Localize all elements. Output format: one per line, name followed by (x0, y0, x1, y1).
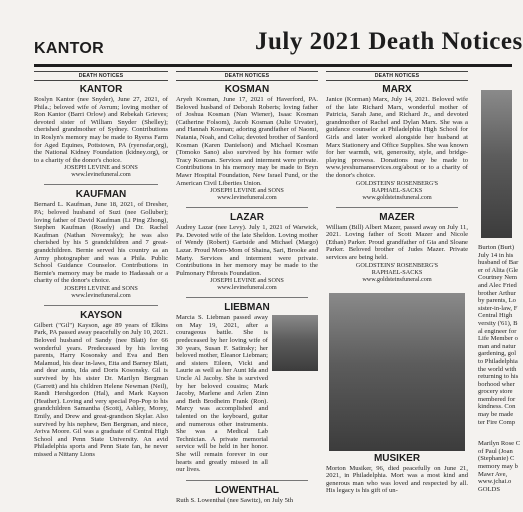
funeral-home: GOLDSTEINS' ROSENBERG'S (355, 261, 439, 269)
header-rule (34, 64, 512, 67)
notice-name: KAYSON (80, 309, 122, 321)
funeral-home-line-2: RAPHAEL-SACKS (371, 186, 423, 194)
column-header: DEATH NOTICES (176, 71, 318, 81)
funeral-home: JOSEPH LEVINE and SONS (64, 164, 138, 172)
notice-line: kindness. Con (478, 403, 516, 411)
notice-line: al engineer for (478, 327, 517, 335)
notice-text: Marcia S. Liebman passed away on May 19, 2021, after a courageous battle. She is predeceased by her loving wife of 30 years, Susan F. Satinsky; her beloved mother, Eleanor Liebman; and sisters Eileen, Vicki and Laurie as well as her Aunt Ida and Uncle Al Jacoby. She is survived by her beloved cousins; Mark Jacoby, Marlene and Arlen Zinn and Beth Brodheim Frank (Ron). Marcy was accomplished and talented on the keyboard, guitar and numerous other instruments. She was a Medical Lab Technician. A private memorial service will be held in her honor. She will remain forever in our hearts and greatly missed in all our lives. (176, 314, 268, 474)
funeral-home-line-2: RAPHAEL-SACKS (371, 268, 423, 276)
notice-line: may be made (478, 411, 514, 419)
divider (186, 480, 308, 481)
notice-line: Burton (Burt) (478, 244, 515, 251)
notice-line: (Stephanie) C (478, 455, 515, 463)
notice-line: borhood wher (478, 380, 515, 388)
notice-name: MUSIKER (373, 452, 421, 464)
notice-text: William (Bill) Albert Mazer, passed away on July 11, 2021. Loving father of Scott Mazer and Nicole (Ethan) Parker. Proud grandfather of Gia and Sloane Parker. Beloved brother of Judes Mazer. Private services are being held. (326, 223, 468, 261)
notice-line: www.jchai.o (478, 478, 512, 486)
funeral-website: www.levinefuneral.com (217, 194, 277, 202)
column-1 (34, 71, 168, 512)
divider (44, 305, 158, 306)
funeral-home: JOSEPH LEVINE and SONS (210, 277, 284, 285)
column-2 (176, 71, 318, 512)
notice-text: Ruth S. Lowenthal (nee Sawitz), on July 5th (176, 496, 294, 504)
notice-text: Gilbert ("Gil") Kayson, age 89 years of Elkins Park, PA passed away peacefully on July 10, 2021. Beloved husband of Sandy (nee Blatt) for 66 wonderful years. Predeceased by his loving parents, Harry Kosonsky and Eva and Ben Malamud, his dear in-laws, Etta and Barney Blatt, and dear aunts, Ida and Doris Kosonsky. Gil is survived by his sister Dr. Marilyn Bergman (Garrett) and his children Helene Newman (Neil), Randi Hershgordon (Hal), and Mark Kayson (Heather). Loving and very special Pop-Pop to his grandchildren Samantha (Scott), Ashley, Morey, Emily, and Drew and great-grandson Skylar. Also survived by his nephew, Ben Bergman, and niece, Aviva Moore. Gil was a graduate of Central High School and Penn State University. An avid Philadelphia sports and Penn State fan, he never missed a Nittany Lions (34, 321, 168, 458)
notice-line: Marilyn Rose C (478, 440, 521, 448)
notice-line: ter Fire Comp (478, 418, 515, 426)
notice-line: membered for (478, 395, 516, 403)
notice-line: grocery store (478, 388, 513, 396)
funeral-website: www.levinefuneral.com (71, 171, 131, 179)
notice-line: to Philadelphia (478, 357, 518, 365)
notice-line: Mawr Ave, (478, 470, 508, 478)
portrait-photo (272, 315, 318, 371)
notice-name: KANTOR (79, 84, 123, 95)
notice-text: Roslyn Kantor (nee Snyder), June 27, 2021, of Phila.; beloved wife of Avrum; loving mother of Ron Kantor (Barri Orlow) and Rebekah Grieves; devoted sister of William Snyder (Shelley); cherished grandmother of Sydney. Contributions in Roslyn's memory may be made to Ryerss Farm for Aged Equines, Pottstown, PA (ryerssfar,org), the National Kidney Foundation (kidney.org), or to a charity of the donor's choice. (34, 96, 168, 164)
notice-line: husband of Bar (478, 259, 519, 267)
notice-line: brother Arthur (478, 289, 516, 297)
notice-line: GOLDS (478, 485, 500, 493)
notice-line: Courtney Nem (478, 274, 518, 282)
notice-name: LIEBMAN (224, 302, 270, 314)
notice-line: the world with (478, 365, 517, 373)
notice-name: MARX (382, 84, 412, 95)
funeral-website: www.levinefuneral.com (71, 291, 131, 299)
notice-line: Central High (478, 312, 513, 320)
notice-line: Life Member o (478, 335, 518, 343)
divider (186, 297, 308, 298)
column-header: DEATH NOTICES (326, 71, 468, 81)
notice-name: LAZAR (230, 212, 264, 224)
notice-line: by parents, Lo (478, 297, 516, 305)
section-label: KANTOR (34, 40, 104, 57)
column-header: DEATH NOTICES (34, 71, 168, 81)
notice-name: KOSMAN (224, 84, 270, 95)
notice-text: Bernard L. Kaufman, June 18, 2021, of Dresher, PA; beloved husband of Suzi (nee Golluber); loving father of David Kaufman (Li Ping Zhong), Stephen Kaufman (Rosely) and Dr. Rachel Kaufman (Nathan Novemsky); he was also cherished by his 5 grandchildren and 7 great-grandchildren. Bernie served his country as an Army photographer and was a Phila. Public School Guidance Counselor. Contributions in Bernie's memory may be made to Hadassah or a charity of the donor's choice. (34, 201, 168, 285)
portrait-photo (329, 293, 465, 451)
notice-line: sister-in-law, F (478, 304, 518, 312)
notice-text: Morton Musiker, 96, died peacefully on June 21, 2021, in Philadelphia. Mort was a most kind and generous man who was loved and respected by all. His legacy is his gift of un- (326, 464, 468, 495)
column-4 (478, 244, 521, 512)
notice-text: Audrey Lazar (nee Levy). July 1, 2021 of Warwick, Pa. Devoted wife of the late Sheldon. Loving mother of Wendy (Robert) Gartside and Michael (Margo) Lazar. Proud Mom-Mom of Shaina, Sari, Brooke and Marty. Services and interment were private. Contributions in her memory may be made to the Pulmonary Fibrosis Foundation. (176, 224, 318, 277)
funeral-website: www.goldsteinsfuneral.com (362, 275, 432, 283)
funeral-home: JOSEPH LEVINE and SONS (210, 187, 284, 195)
funeral-home: GOLDSTEINS' ROSENBERG'S (355, 179, 439, 187)
notice-name: LOWENTHAL (215, 484, 279, 496)
notice-line: of Paul (Joan (478, 447, 513, 455)
funeral-website: www.levinefuneral.com (217, 284, 277, 292)
notice-text: Janice (Korman) Marx, July 14, 2021. Beloved wife of the late Richard Marx, wonderful mother of Patricia, Sarah Jane, and Richard Jr., and devoted grandmother of Rachel and Dylan Marx. She was a guidance counselor at Philadelphia High School for Girls and later worked alongside her husband at Marx Stationery and Office Supplies. She was known for her warmth, wit, generosity, style, and bridge-playing prowess. Donations may be made to www.jevshumanservices.org/about or to a charity of the donor's choice. (326, 96, 468, 179)
notice-line: returning to his (478, 373, 519, 381)
column-3 (326, 71, 468, 512)
funeral-home: JOSEPH LEVINE and SONS (64, 284, 138, 292)
funeral-website: www.goldsteinsfuneral.com (362, 193, 432, 201)
portrait-photo (481, 90, 512, 238)
notice-line: gardening, gol (478, 350, 517, 358)
notice-line: July 14 in his (478, 251, 514, 259)
page-title: July 2021 Death Notices (255, 28, 523, 55)
notice-text: Aryeh Kosman, June 17, 2021 of Haverford, PA. Beloved husband of Deborah Roberts; loving father of Joshua Kosman (Nan Wiener), Isaac Kosman (Catherine Folsom), Jacob Kosman (Julie Urvater), and Hannah Kosman; adoring grandfather of Naomi, Natania, Noah, and Celia; devoted brother of Sanford Kosman (Karen Danielson) and Michael Kosman (Tomoko Sano) also survived by his former wife Tracy Kosman. Services and interment were private. Contributions in his memory may be made to Bryn Mawr Hospital Foundation, New Israel Fund, or the American Civil Liberties Union. (176, 96, 318, 187)
notice-line: er of Alita (Gle (478, 266, 519, 274)
divider (186, 207, 308, 208)
notice-name: KAUFMAN (75, 189, 127, 201)
divider (44, 184, 158, 185)
notice-name: MAZER (379, 211, 415, 223)
notice-line: versity ('61), B (478, 319, 518, 327)
notice-line: man and natur (478, 342, 516, 350)
notice-line: and Alec Fried (478, 281, 517, 289)
notice-line: memory may b (478, 463, 518, 471)
divider (336, 207, 458, 208)
